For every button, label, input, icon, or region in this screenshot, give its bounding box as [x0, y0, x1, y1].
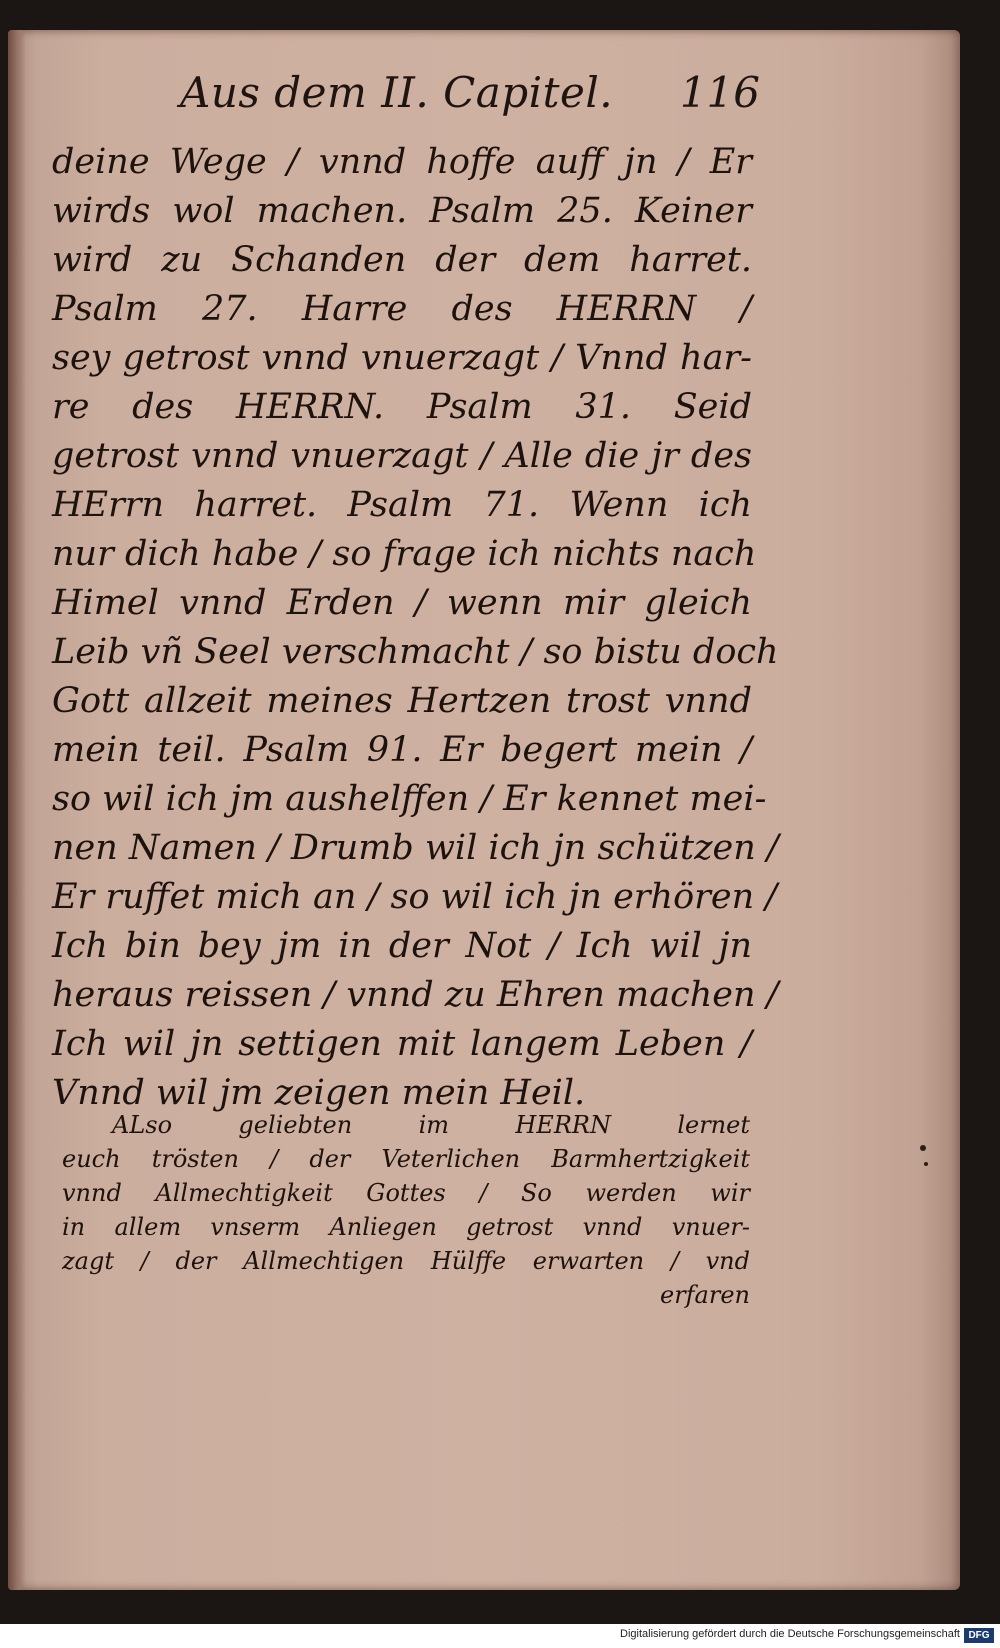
- ink-speck: [924, 1162, 928, 1166]
- closing-paragraph: [62, 1108, 750, 1312]
- text-line: Vnnd wil jm zeigen mein Heil.: [52, 1073, 586, 1113]
- catchword: erfaren: [660, 1281, 750, 1309]
- text-line: deine Wege / vnnd hoffe auff jn / Er: [52, 142, 752, 182]
- text-line: zagt / der Allmechtigen Hülffe erwarten / vnd: [62, 1247, 750, 1275]
- text-line: Leib vñ Seel verschmacht / so bistu doch: [52, 632, 779, 672]
- text-line: euch trösten / der Veterlichen Barmhertzigkeit: [62, 1145, 750, 1173]
- text-line: HErrn harret. Psalm 71. Wenn ich: [52, 485, 752, 525]
- text-line: Er ruffet mich an / so wil ich jn erhören /: [52, 877, 778, 917]
- text-line: nur dich habe / so frage ich nichts nach: [52, 534, 757, 574]
- text-line: wirds wol machen. Psalm 25. Keiner: [52, 191, 752, 231]
- text-line: Psalm 27. Harre des HERRN /: [52, 289, 752, 329]
- page-number: 116: [679, 68, 760, 117]
- text-line: mein teil. Psalm 91. Er begert mein /: [52, 730, 752, 770]
- text-line: ALso geliebten im HERRN lernet: [112, 1111, 750, 1139]
- main-text-block: [52, 138, 779, 1118]
- text-line: sey getrost vnnd vnuerzagt / Vnnd har-: [52, 338, 752, 378]
- running-header: [180, 68, 760, 128]
- text-line: Gott allzeit meines Hertzen trost vnnd: [52, 681, 752, 721]
- text-line: Ich bin bey jm in der Not / Ich wil jn: [52, 926, 752, 966]
- ink-speck: [920, 1145, 926, 1151]
- dfg-logo: DFG: [964, 1628, 994, 1643]
- text-line: so wil ich jm aushelffen / Er kennet mei-: [52, 779, 767, 819]
- text-line: Himel vnnd Erden / wenn mir gleich: [52, 583, 752, 623]
- digitization-footer: [0, 1624, 1000, 1648]
- text-line: in allem vnserm Anliegen getrost vnnd vnuer-: [62, 1213, 750, 1241]
- page-binding-edge: [8, 30, 26, 1590]
- funding-credit: Digitalisierung gefördert durch die Deutsche Forschungsgemeinschaft: [620, 1628, 960, 1640]
- text-line: Ich wil jn settigen mit langem Leben /: [52, 1024, 752, 1064]
- text-line: nen Namen / Drumb wil ich jn schützen /: [52, 828, 779, 868]
- text-line: vnnd Allmechtigkeit Gottes / So werden wir: [62, 1179, 750, 1207]
- text-line: wird zu Schanden der dem harret.: [52, 240, 752, 280]
- text-line: heraus reissen / vnnd zu Ehren machen /: [52, 975, 779, 1015]
- text-line: getrost vnnd vnuerzagt / Alle die jr des: [52, 436, 752, 476]
- text-line: re des HERRN. Psalm 31. Seid: [52, 387, 752, 427]
- chapter-heading: Aus dem II. Capitel.: [180, 68, 614, 117]
